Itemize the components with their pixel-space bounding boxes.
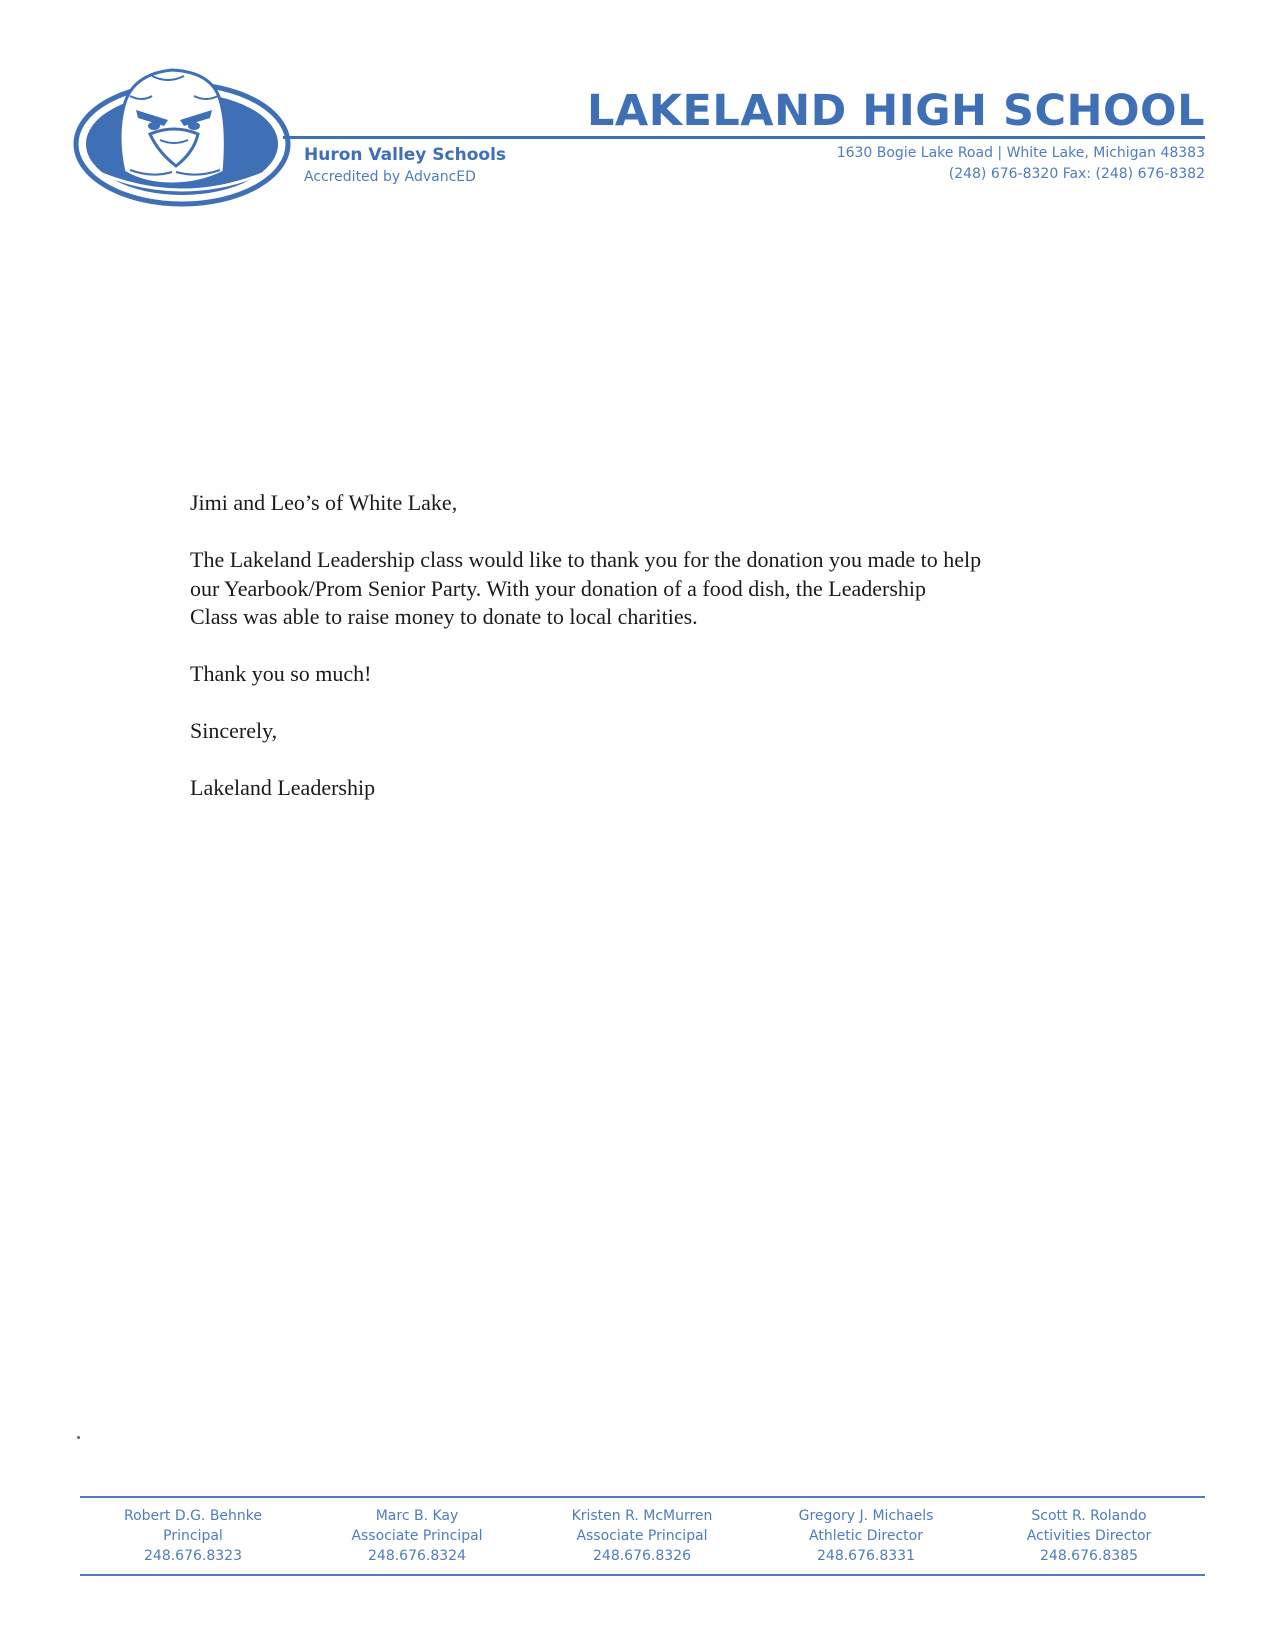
footer-divider-bottom: [80, 1574, 1205, 1576]
staff-phone: 248.676.8326: [593, 1548, 691, 1564]
scan-speck: [77, 1436, 80, 1439]
school-name: LAKELAND HIGH SCHOOL: [587, 86, 1205, 136]
school-address: 1630 Bogie Lake Road | White Lake, Michigan 48383: [836, 145, 1205, 161]
header-divider: [283, 136, 1205, 139]
footer-divider-top: [80, 1496, 1205, 1498]
staff-member: [302, 1506, 532, 1566]
body-paragraph: [190, 546, 1090, 632]
closing: Sincerely,: [190, 718, 278, 743]
staff-title: Activities Director: [1026, 1528, 1152, 1544]
staff-phone: 248.676.8385: [1040, 1548, 1138, 1564]
staff-name: Marc B. Kay: [375, 1508, 459, 1524]
staff-name: Scott R. Rolando: [1031, 1508, 1147, 1524]
staff-phone: 248.676.8323: [144, 1548, 242, 1564]
accreditation-text: Accredited by AdvancED: [304, 169, 476, 185]
staff-member: [527, 1506, 757, 1566]
staff-title: Associate Principal: [351, 1528, 483, 1544]
staff-phone: 248.676.8324: [368, 1548, 466, 1564]
body-line: Class was able to raise money to donate to local charities.: [190, 604, 698, 629]
staff-member: [974, 1506, 1204, 1566]
staff-member: [751, 1506, 981, 1566]
letter-body: [190, 489, 1090, 831]
school-phone-fax: (248) 676-8320 Fax: (248) 676-8382: [948, 166, 1205, 182]
staff-title: Associate Principal: [576, 1528, 708, 1544]
body-line: our Yearbook/Prom Senior Party. With your donation of a food dish, the Leadership: [190, 575, 927, 601]
district-name: Huron Valley Schools: [304, 145, 507, 165]
signature: Lakeland Leadership: [190, 775, 376, 800]
staff-member: [78, 1506, 308, 1566]
thank-you-line: Thank you so much!: [190, 661, 372, 686]
staff-title: Principal: [163, 1528, 223, 1544]
staff-directory: [80, 1506, 1230, 1570]
eagle-mascot-logo: [72, 66, 292, 208]
staff-name: Gregory J. Michaels: [798, 1508, 934, 1524]
staff-name: Robert D.G. Behnke: [123, 1508, 263, 1524]
salutation: Jimi and Leo’s of White Lake,: [190, 490, 458, 515]
staff-phone: 248.676.8331: [817, 1548, 915, 1564]
staff-title: Athletic Director: [809, 1528, 923, 1544]
body-line: The Lakeland Leadership class would like to thank you for the donation you made to help: [190, 547, 982, 572]
staff-name: Kristen R. McMurren: [571, 1508, 713, 1524]
